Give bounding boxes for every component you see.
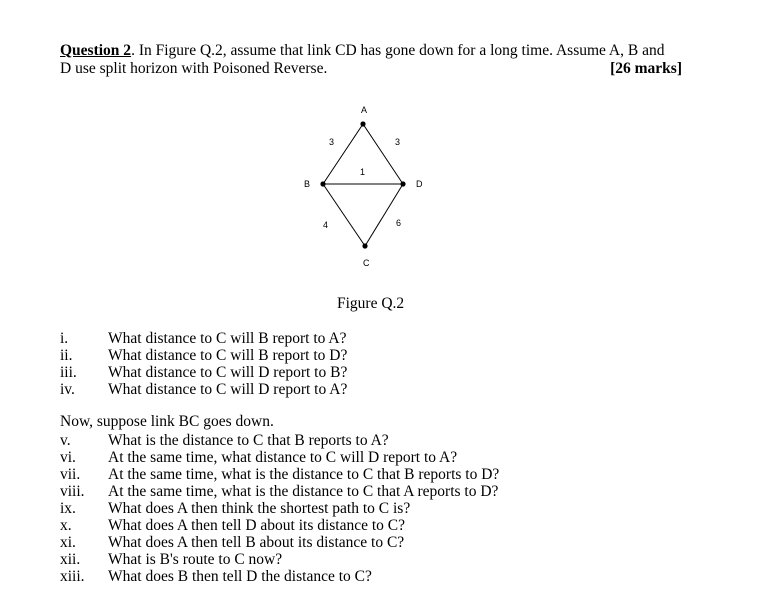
item-number: ix.	[60, 500, 76, 517]
item-number: xi.	[60, 534, 76, 551]
question-number: Question 2	[60, 42, 132, 59]
item-text: At the same time, what is the distance to C that B reports to D?	[108, 466, 500, 483]
item-text: What is the distance to C that B reports to A?	[108, 432, 389, 449]
link-ab	[323, 124, 366, 184]
item-number: iii.	[60, 364, 77, 381]
question-line-1	[60, 42, 682, 60]
item-number: ii.	[60, 347, 73, 364]
item-text: What distance to C will D report to A?	[108, 381, 348, 398]
link-ad	[363, 124, 403, 184]
item-text: What does B then tell D the distance to C?	[108, 568, 372, 585]
link-cd	[365, 184, 403, 246]
node-b-label: B	[304, 179, 311, 189]
item-number: iv.	[60, 381, 75, 398]
part-2-intro: Now, suppose link BC goes down.	[60, 413, 274, 430]
question-text-1: . In Figure Q.2, assume that link CD has gone down for a long time. Assume A, B and	[131, 42, 665, 59]
figure-caption: Figure Q.2	[337, 295, 405, 312]
node-b-dot	[320, 181, 325, 186]
weight-bc: 4	[323, 220, 329, 230]
item-number: x.	[60, 517, 72, 534]
item-text: What does A then tell D about its distance to C?	[108, 517, 406, 534]
node-a-label: A	[361, 105, 368, 115]
node-c-label: C	[363, 258, 370, 268]
item-text: At the same time, what is the distance to C that A reports to D?	[108, 483, 499, 500]
question-header	[60, 42, 682, 78]
item-text: What does A then think the shortest path to C is?	[108, 500, 411, 517]
item-number: vii.	[60, 466, 81, 483]
item-text: What distance to C will B report to D?	[108, 347, 348, 364]
marks-label: [26 marks]	[610, 60, 682, 77]
weight-ad: 3	[395, 137, 401, 147]
node-c-dot	[362, 243, 367, 248]
item-number: vi.	[60, 449, 76, 466]
item-text: What does A then tell B about its distance to C?	[108, 534, 405, 551]
item-number: v.	[60, 432, 71, 449]
item-number: i.	[60, 330, 69, 347]
weight-cd: 6	[396, 218, 402, 228]
item-text: What is B's route to C now?	[108, 551, 283, 568]
item-number: viii.	[60, 483, 85, 500]
node-a-dot	[360, 121, 365, 126]
link-bc	[323, 184, 365, 246]
node-d-dot	[400, 181, 405, 186]
question-text-2: D use split horizon with Poisoned Reverse.	[60, 60, 328, 77]
item-number: xiii.	[60, 568, 85, 585]
weight-ab: 3	[329, 137, 335, 147]
item-number: xii.	[60, 551, 81, 568]
node-d-label: D	[416, 179, 423, 189]
question-line-2	[60, 60, 682, 78]
weight-bd: 1	[360, 167, 366, 177]
item-text: What distance to C will B report to A?	[108, 330, 347, 347]
item-text: At the same time, what distance to C will D report to A?	[108, 449, 458, 466]
network-figure	[290, 100, 440, 275]
item-text: What distance to C will D report to B?	[108, 364, 348, 381]
